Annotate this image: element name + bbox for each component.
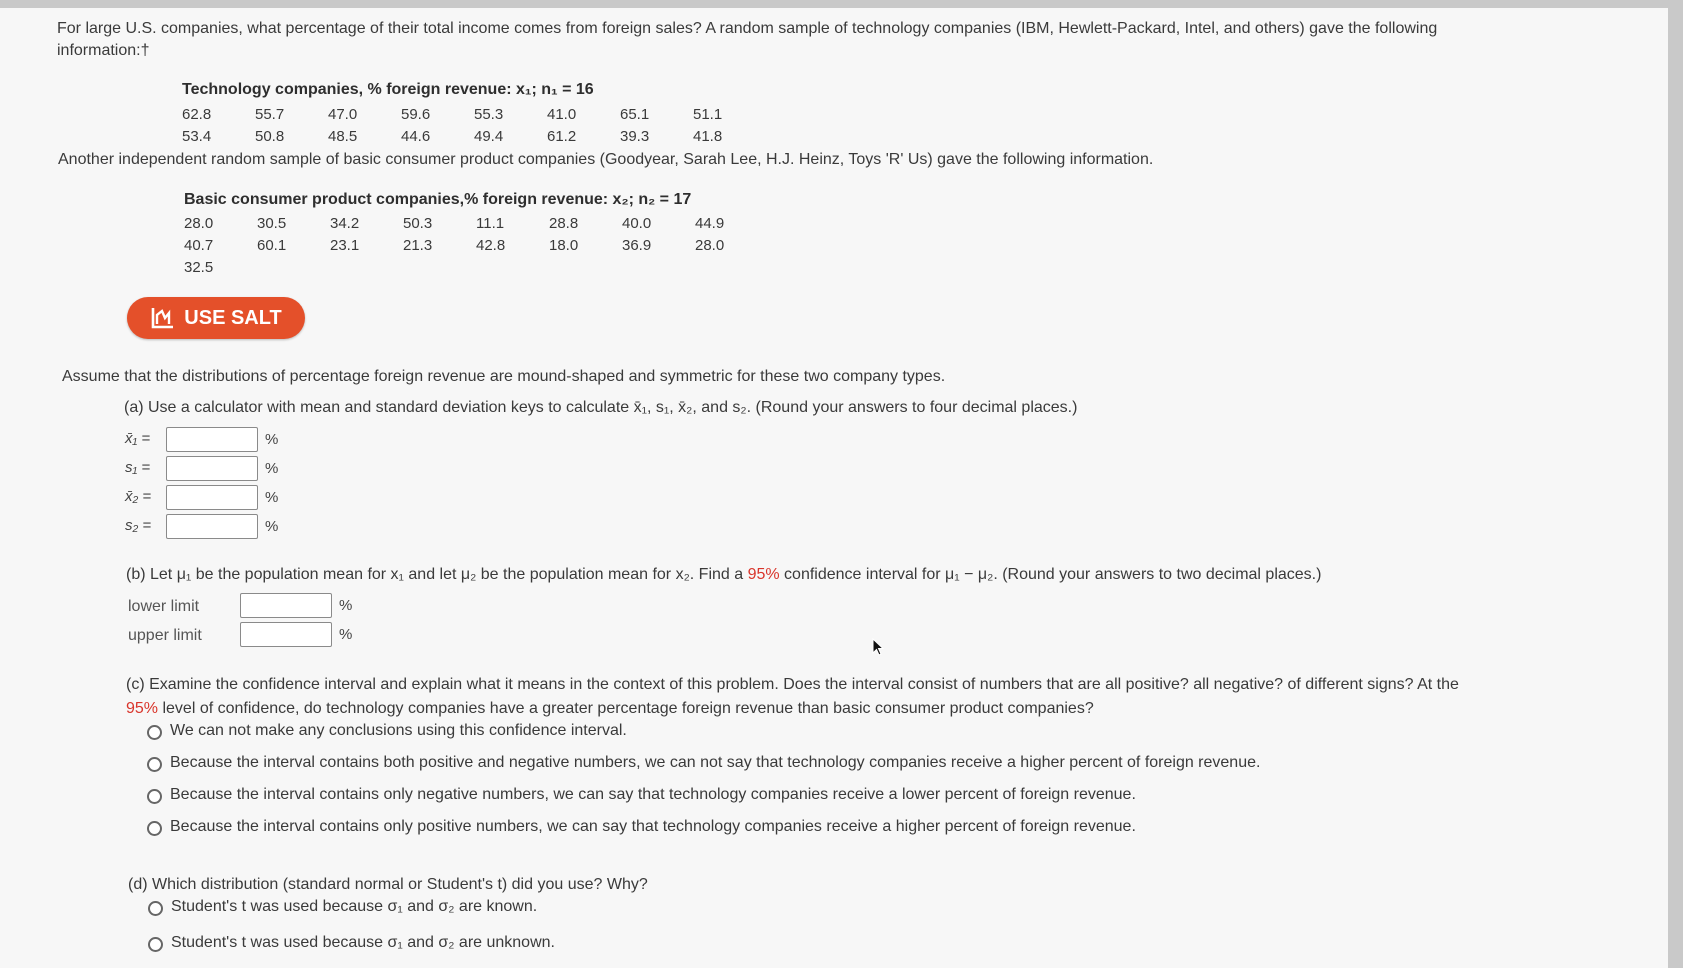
table-cell: 65.1 (620, 106, 650, 123)
use-salt-button[interactable] (127, 297, 305, 339)
intro-line-2: information:† (57, 42, 150, 59)
part-d-option-1: Student's t was used because σ₁ and σ₂ are known. (171, 898, 538, 915)
part-c-line-1: (c) Examine the confidence interval and explain what it means in the context of this problem. Does the interval consist of numbers that are all positive? all negative? of different signs? At the (126, 676, 1459, 693)
table-cell: 51.1 (693, 106, 723, 123)
table-cell: 32.5 (184, 259, 214, 276)
part-c-radio-3[interactable] (147, 789, 162, 804)
table-cell: 41.0 (547, 106, 577, 123)
s2-input[interactable] (166, 514, 258, 539)
table-cell: 59.6 (401, 106, 431, 123)
s1-unit: % (265, 460, 279, 477)
table-cell: 39.3 (620, 128, 650, 145)
part-c-radio-2[interactable] (147, 757, 162, 772)
upper-limit-input[interactable] (240, 622, 332, 647)
table-cell: 40.0 (622, 215, 652, 232)
part-c-radio-4[interactable] (147, 821, 162, 836)
lower-limit-label: lower limit (128, 598, 200, 615)
xbar2-input[interactable] (166, 485, 258, 510)
part-c-option-1: We can not make any conclusions using this confidence interval. (170, 722, 627, 739)
s2-unit: % (265, 518, 279, 535)
table-cell: 41.8 (693, 128, 723, 145)
table-cell: 21.3 (403, 237, 433, 254)
table-cell: 60.1 (257, 237, 287, 254)
xbar2-unit: % (265, 489, 279, 506)
table-cell: 62.8 (182, 106, 212, 123)
table-cell: 48.5 (328, 128, 358, 145)
table-cell: 55.7 (255, 106, 285, 123)
table-cell: 49.4 (474, 128, 504, 145)
part-c-question: level of confidence, do technology companies have a greater percentage foreign revenue than basic consumer product companies? (158, 700, 1094, 717)
table-cell: 11.1 (476, 215, 505, 232)
xbar1-input[interactable] (166, 427, 258, 452)
assume-text: Assume that the distributions of percentage foreign revenue are mound-shaped and symmetric for these two company types. (62, 368, 946, 385)
part-b-prompt-pre: (b) Let μ₁ be the population mean for x₁ and let μ₂ be the population mean for x₂. Find a (126, 566, 748, 583)
part-b-prompt (126, 566, 1321, 584)
lower-limit-unit: % (339, 597, 353, 614)
xbar1-label: x̄₁ = (125, 430, 151, 447)
tech-header: Technology companies, % foreign revenue: x₁; n₁ = 16 (182, 81, 594, 98)
table-cell: 47.0 (328, 106, 358, 123)
question-page (0, 8, 1668, 968)
table-cell: 30.5 (257, 215, 287, 232)
table-cell: 44.6 (401, 128, 431, 145)
table-cell: 50.8 (255, 128, 285, 145)
table-cell: 53.4 (182, 128, 212, 145)
intro-line-1: For large U.S. companies, what percentage of their total income comes from foreign sales? A random sample of technology companies (IBM, Hewlett-Packard, Intel, and others) gave the following (57, 20, 1438, 37)
part-d-radio-1[interactable] (148, 901, 163, 916)
upper-limit-label: upper limit (128, 627, 202, 644)
part-c-option-2: Because the interval contains both positive and negative numbers, we can not say that technology companies receive a higher percent of foreign revenue. (170, 754, 1261, 771)
part-b-prompt-post: confidence interval for μ₁ − μ₂. (Round your answers to two decimal places.) (779, 566, 1322, 583)
table-cell: 36.9 (622, 237, 652, 254)
table-cell: 28.8 (549, 215, 579, 232)
lower-limit-input[interactable] (240, 593, 332, 618)
s2-label: s₂ = (125, 517, 152, 534)
table-cell: 44.9 (695, 215, 725, 232)
part-b-confidence: 95% (747, 566, 780, 583)
part-c-option-4: Because the interval contains only positive numbers, we can say that technology companies receive a higher percent of foreign revenue. (170, 818, 1136, 835)
part-c-radio-1[interactable] (147, 725, 162, 740)
part-d-option-2: Student's t was used because σ₁ and σ₂ are unknown. (171, 934, 555, 951)
table-cell: 18.0 (549, 237, 579, 254)
part-d-radio-2[interactable] (148, 937, 163, 952)
table-cell: 28.0 (695, 237, 725, 254)
mouse-cursor-icon (872, 638, 886, 658)
table-cell: 61.2 (547, 128, 577, 145)
consumer-header: Basic consumer product companies,% foreign revenue: x₂; n₂ = 17 (184, 191, 692, 208)
xbar2-label: x̄₂ = (125, 488, 152, 505)
s1-label: s₁ = (125, 459, 151, 476)
salt-chart-icon (150, 306, 176, 330)
part-c-line-2 (126, 700, 1094, 718)
table-cell: 34.2 (330, 215, 360, 232)
table-cell: 40.7 (184, 237, 214, 254)
upper-limit-unit: % (339, 626, 353, 643)
part-d-prompt: (d) Which distribution (standard normal or Student's t) did you use? Why? (128, 876, 648, 893)
another-sample-text: Another independent random sample of basic consumer product companies (Goodyear, Sarah Lee, H.J. Heinz, Toys 'R' Us) gave the following information. (58, 151, 1154, 168)
part-a-prompt: (a) Use a calculator with mean and standard deviation keys to calculate x̄₁, s₁, x̄₂, and s₂. (Round your answers to four decimal places.) (124, 399, 1078, 416)
part-c-confidence: 95% (126, 700, 159, 717)
table-cell: 55.3 (474, 106, 504, 123)
use-salt-label: USE SALT (184, 306, 282, 329)
table-cell: 28.0 (184, 215, 214, 232)
s1-input[interactable] (166, 456, 258, 481)
table-cell: 50.3 (403, 215, 433, 232)
table-cell: 42.8 (476, 237, 506, 254)
xbar1-unit: % (265, 431, 279, 448)
table-cell: 23.1 (330, 237, 360, 254)
part-c-option-3: Because the interval contains only negative numbers, we can say that technology companies receive a lower percent of foreign revenue. (170, 786, 1136, 803)
